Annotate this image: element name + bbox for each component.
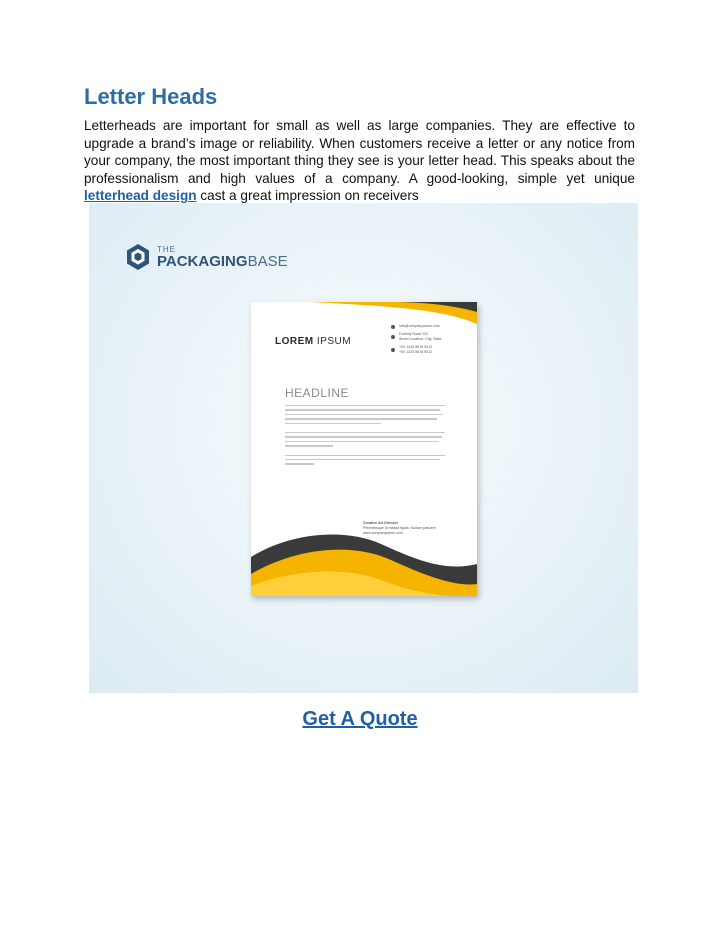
logo-the: THE xyxy=(157,244,176,254)
get-a-quote-link[interactable]: Get A Quote xyxy=(302,708,418,730)
letterhead-design-link[interactable]: letterhead design xyxy=(84,188,197,204)
letterhead-contact: info@companyname.com Dummy Road 123 Street Location, City, State +00 1234 5678 9012 +00 1234 5678 9012 xyxy=(391,324,441,358)
location-icon xyxy=(391,335,395,339)
letterhead-company: LOREM IPSUM xyxy=(275,336,352,347)
logo-name: PACKAGINGBASE xyxy=(157,252,288,270)
packaging-base-logo xyxy=(125,243,288,271)
phone-icon xyxy=(391,348,395,352)
letterhead-signature: Creative Art Director Pellentesque id massa ligula. Nullam posuere www.companyname.com xyxy=(363,521,436,535)
email-icon xyxy=(391,325,395,329)
paragraph-text: Letterheads are important for small as well as large companies. They are effective to upgrade a brand’s image or reliability. When customers receive a letter or any notice from your company, the most important thing they see is your letter head. This speaks about the professionalism and high values of a company. A good-looking, simple yet unique xyxy=(84,118,635,186)
section-heading: Letter Heads xyxy=(84,84,218,109)
intro-paragraph xyxy=(84,117,635,205)
letterhead-headline: HEADLINE xyxy=(285,386,350,400)
hexagon-cube-icon xyxy=(125,243,151,271)
cta-container xyxy=(0,708,720,731)
paragraph-text-end: cast a great impression on receivers xyxy=(196,188,419,204)
letterhead-body-text xyxy=(285,405,445,468)
letterhead-illustration xyxy=(89,203,638,693)
letterhead-sheet xyxy=(251,302,477,596)
